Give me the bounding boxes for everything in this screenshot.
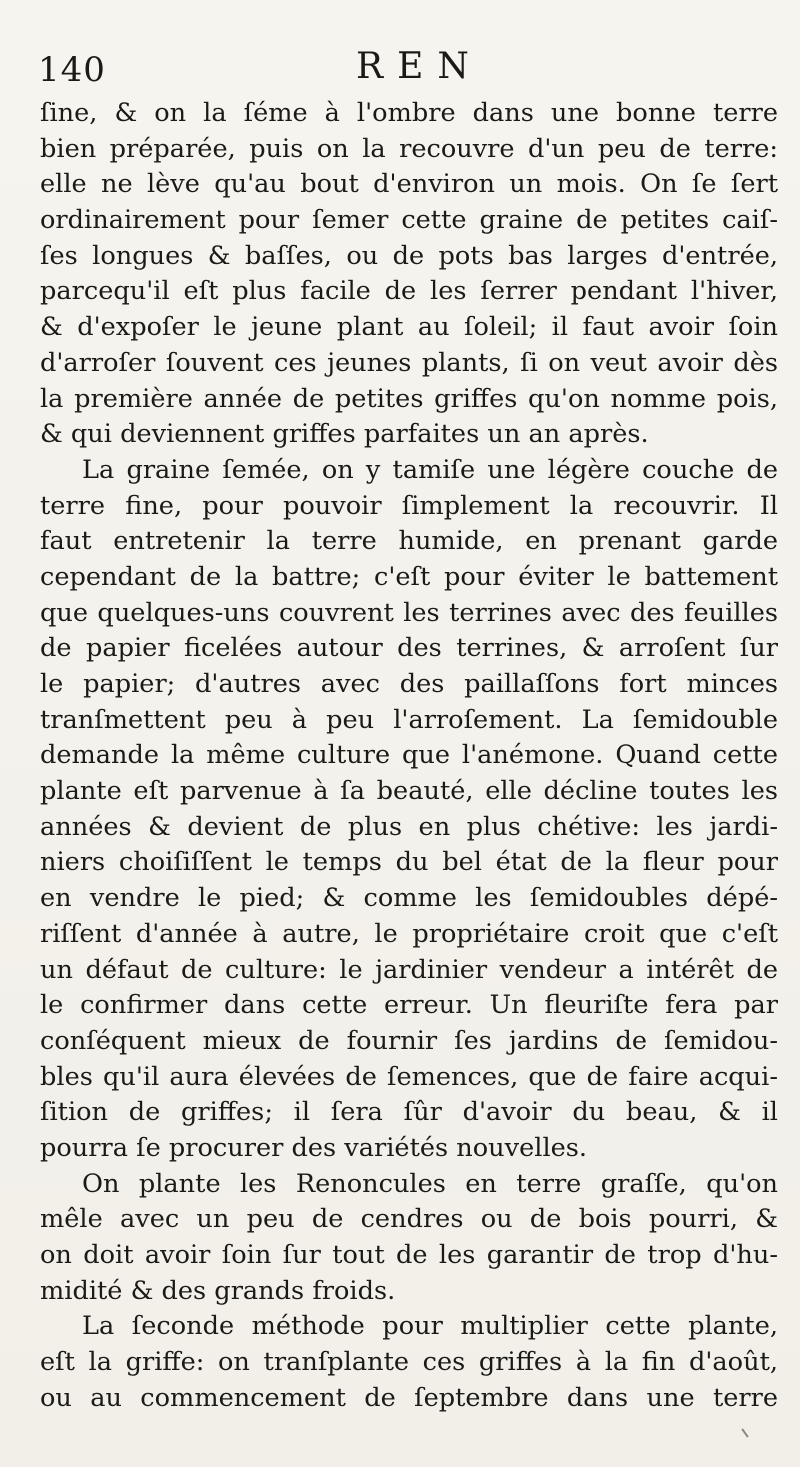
text-line: & qui deviennent griffes parfaites un an après. <box>40 419 649 450</box>
ink-mark <box>741 1428 748 1437</box>
text-line: d'arroſer ſouvent ces jeunes plants, ſi on veut avoir dès <box>40 347 778 378</box>
running-title: REN <box>356 46 483 87</box>
text-line: faut entretenir la terre humide, en prenant garde <box>40 526 778 557</box>
text-line: un défaut de culture: le jardinier vendeur a intérêt de <box>40 954 778 985</box>
text-line: ſes longues & baſſes, ou de pots bas larges d'entrée, <box>40 240 778 271</box>
text-line: pourra ſe procurer des variétés nouvelles. <box>40 1132 588 1163</box>
text-line: La graine ſemée, on y tamiſe une légère couche de <box>82 454 778 485</box>
text-line: tranſmettent peu à peu l'arroſement. La ſemidouble <box>40 704 778 735</box>
running-head <box>38 46 778 96</box>
text-line: le papier; d'autres avec des paillaſſons fort minces <box>40 669 778 699</box>
page-number: 140 <box>38 50 106 90</box>
text-line: ſition de griffes; il ſera ſûr d'avoir du beau, & il <box>40 1097 778 1128</box>
text-line: parcequ'il eſt plus facile de les ſerrer pendant l'hiver, <box>40 276 778 307</box>
text-line: demande la même culture que l'anémone. Quand cette <box>40 740 778 771</box>
text-line: midité & des grands froids. <box>40 1275 396 1306</box>
text-line: plante eſt parvenue à ſa beauté, elle décline toutes les <box>40 776 778 807</box>
text-line: terre fine, pour pouvoir ſimplement la recouvrir. Il <box>40 490 778 521</box>
text-line: la première année de petites griffes qu'on nomme pois, <box>40 383 778 414</box>
text-line: bien préparée, puis on la recouvre d'un peu de terre: <box>40 133 778 164</box>
text-line: mêle avec un peu de cendres ou de bois pourri, & <box>40 1204 778 1235</box>
text-line: en vendre le pied; & comme les ſemidoubles dépé- <box>40 883 778 914</box>
text-line: le confirmer dans cette erreur. Un fleuriſte fera par <box>40 990 778 1021</box>
text-line: & d'expoſer le jeune plant au ſoleil; il faut avoir ſoin <box>40 312 778 343</box>
text-line: On plante les Renoncules en terre graſſe, qu'on <box>82 1168 778 1199</box>
text-line: La ſeconde méthode pour multiplier cette plante, <box>82 1311 778 1342</box>
body-text <box>40 96 778 1416</box>
text-line: ou au commencement de ſeptembre dans une terre <box>40 1382 778 1413</box>
text-line: années & devient de plus en plus chétive: les jardi- <box>40 811 778 842</box>
text-line: que quelques-uns couvrent les terrines avec des feuilles <box>40 597 778 628</box>
text-line: riſſent d'année à autre, le propriétaire croit que c'eſt <box>40 918 778 949</box>
text-line: cependant de la battre; c'eſt pour éviter le battement <box>40 561 778 592</box>
text-line: conſéquent mieux de fournir ſes jardins de ſemidou- <box>40 1025 778 1056</box>
text-line: de papier ficelées autour des terrines, & arroſent ſur <box>40 633 778 664</box>
text-line: ſine, & on la ſéme à l'ombre dans une bonne terre <box>40 98 778 128</box>
text-line: on doit avoir ſoin ſur tout de les garantir de trop d'hu- <box>40 1240 778 1270</box>
text-line: ordinairement pour ſemer cette graine de petites caiſ- <box>40 205 778 236</box>
text-line: elle ne lève qu'au bout d'environ un mois. On ſe ſert <box>40 169 778 200</box>
text-line: eſt la griffe: on tranſplante ces griffes à la fin d'août, <box>40 1347 778 1378</box>
text-line: bles qu'il aura élevées de ſemences, que de faire acqui- <box>40 1061 778 1092</box>
text-line: niers choiſiſſent le temps du bel état de la fleur pour <box>40 847 778 878</box>
